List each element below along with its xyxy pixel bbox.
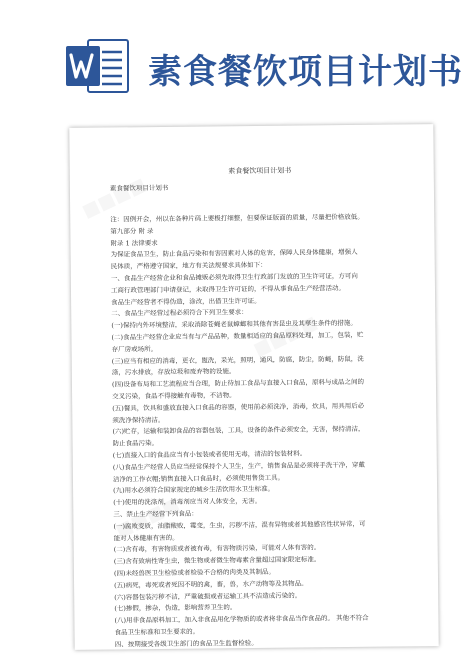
document-line: 食品卫生标准和卫生要求的。 (114, 627, 200, 637)
document-line: (八)食品生产经营人员应当经常保持个人卫生，生产，销售食品是必须将手洗干净，穿戴 (112, 460, 365, 472)
document-line: 三、禁止生产经营下列食品： (113, 509, 198, 519)
document-line: 存厂房或场所。 (111, 344, 158, 354)
document-subheading: 素食餐饮项目计划书 (109, 183, 169, 193)
document-line: 为保证食品卫生，防止食品污染和有害因素对人体的危害，保障人民身体健康，增强人 (110, 248, 358, 259)
document-line: 第九部分 附 录 (110, 226, 154, 236)
header-banner (0, 0, 474, 100)
document-line: 食品生产经营者不得伪造，涂改，出借卫生许可证。 (111, 296, 261, 307)
document-line: (二)食品生产经营企业应当有与产品品种，数量相适应的食品原料处理，加工，包装，贮 (111, 330, 364, 342)
document-line: (七)直接入口的食品应当有小包装或者使用无毒，清洁的包装材料。 (112, 449, 307, 460)
document-line: 二、食品生产经营过程必须符合下列卫生要求： (111, 308, 248, 318)
document-line: (八)用非食品原料加工，加入非食品用化学物质的或者将非食品当作食品的。 其他不符合 (114, 613, 369, 625)
document-line: 能对人体健康有害的。 (113, 533, 179, 542)
document-line: 交叉污染，食品不得接触有毒物，不洁物。 (112, 391, 236, 401)
document-line: (九)用水必须符合国家规定的城乡生活饮用水卫生标准。 (113, 485, 275, 495)
document-line: 涤，污水排放，存放垃圾和废弃物的设施。 (111, 367, 236, 377)
document-line: (一)腐败变质，油脂酸败，霉变，生虫，污秽不洁，混有异物或者其他感官性状异常，可 (113, 519, 366, 531)
document-line: 工商行政管理部门申请登记，未取得卫生许可证的，不得从事食品生产经营活动。 (110, 283, 346, 295)
document-line: (七)掺假，掺杂，伪造，影响营养卫生的。 (114, 603, 237, 613)
document-line: (一)保持内外环境整洁，采取消除苍蝇老鼠蟑螂和其他有害昆虫及其孳生条件的措施。 (111, 319, 357, 330)
document-heading: 素食餐饮项目计划书 (228, 166, 292, 176)
document-line: 四、按期接受各级卫生部门的食品卫生监督检验。 (114, 638, 258, 649)
document-line: (四)未经兽医卫生检验或者检验不合格的肉类及其制品。 (113, 567, 276, 578)
document-line: 附录 1 法律要求 (110, 238, 158, 248)
document-line: (六)容器包装污秽不洁，严重破损或者运输工具不洁造成污染的。 (114, 591, 302, 601)
document-line: 民体质，严格遵守国家，地方有关法规要求具体如下： (110, 261, 267, 271)
document-line: 防止食品污染。 (112, 439, 159, 448)
document-line: 一、食品生产经营企业和食品摊贩必须先取得卫生行政部门发放的卫生许可证，方可向 (110, 271, 358, 283)
document-text (110, 211, 415, 650)
document-line: (二)含有毒，有害物质或者被有毒，有害物质污染，可能对人体有害的。 (113, 543, 321, 554)
document-line: (十)使用的洗涤剂，消毒剂应当对人体安全，无害。 (113, 497, 262, 507)
document-line: (四)设备布局和工艺流程应当合理，防止待加工食品与直接入口食品，原料与成品之间的 (111, 378, 365, 389)
word-document-icon (66, 38, 130, 94)
document-line: (五)餐具，饮具和盛放直接入口食品的容器，使用前必须洗净，消毒，炊具，用具用后必 (112, 401, 365, 413)
document-line: (三)含有致病性寄生虫，微生物或者微生物毒素含量超过国家限定标准。 (113, 555, 321, 566)
document-line: (三)应当有相应的消毒，更衣，盥洗，采光，照明，通风，防腐，防尘，防蝇，防鼠，洗 (111, 354, 364, 366)
document-title: 素食餐饮项目计划书 (148, 52, 463, 92)
document-line: (六)贮存，运输和装卸食品的容器包装，工具，设备的条件必须安全，无害，保持清洁， (112, 425, 365, 436)
document-page (69, 124, 438, 650)
document-line: (五)病死，毒死或者死因不明的禽，畜，兽，水产动物等及其物品。 (114, 579, 308, 590)
document-line: 须洗净保持清洁。 (112, 415, 165, 425)
document-line: 注：因例开会，州以在各种片码上要极打细整，但要保证版面的质量，尽量把价格放低。 (110, 212, 364, 224)
document-line: 洁净的工作衣帽;销售直接入口食品时，必须使用售货工具。 (112, 473, 285, 484)
document-body (110, 164, 415, 650)
